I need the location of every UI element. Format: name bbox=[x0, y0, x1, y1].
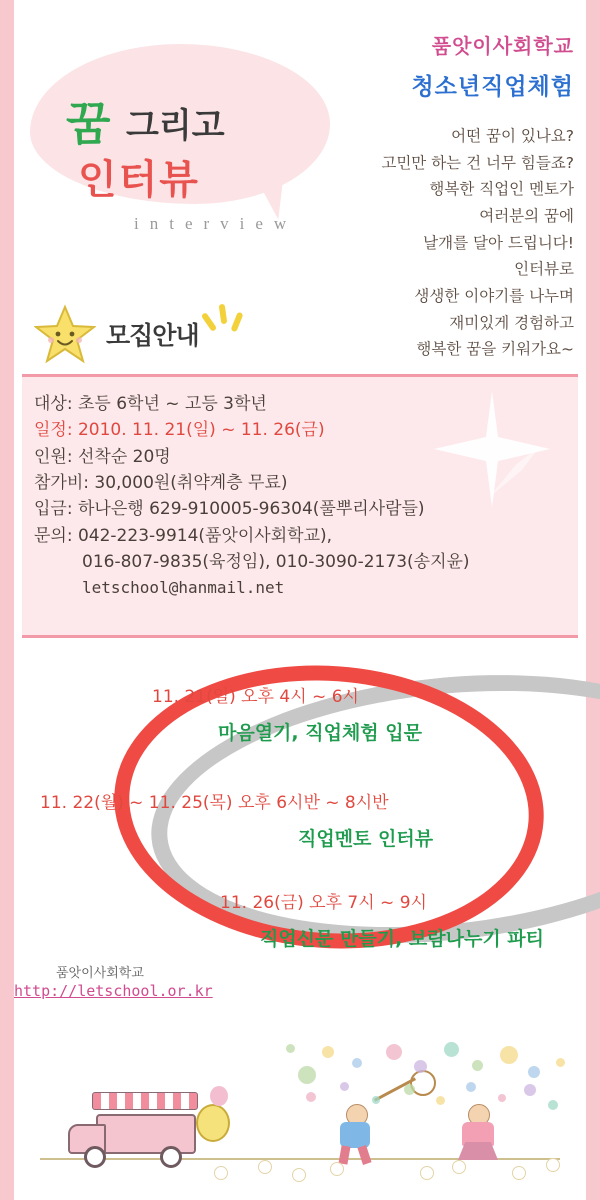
recruit-info-line-6: 문의: 042-223-9914(품앗이사회학교), bbox=[34, 525, 333, 546]
flower-icon bbox=[420, 1166, 434, 1180]
sparkle-icon bbox=[202, 300, 246, 340]
recruit-info-line-5: 입금: 하나은행 629-910005-96304(풀뿌리사람들) bbox=[34, 499, 425, 520]
flower-icon bbox=[330, 1162, 344, 1176]
header-copy-line-6: 인터뷰로 bbox=[514, 260, 574, 279]
schedule-time-3 bbox=[220, 888, 427, 913]
soap-bubble-icon bbox=[404, 1084, 415, 1095]
child-boy-leg-right-icon bbox=[357, 1145, 371, 1165]
soap-bubble-icon bbox=[500, 1046, 518, 1064]
schedule-title-2-text: 직업멘토 인터뷰 bbox=[298, 828, 434, 850]
flower-icon bbox=[214, 1166, 228, 1180]
schedule-title-2 bbox=[298, 824, 433, 851]
logo-word-kkum: 꿈 bbox=[66, 97, 110, 151]
flower-icon bbox=[512, 1166, 526, 1180]
food-truck-canopy-icon bbox=[92, 1092, 198, 1110]
flower-icon bbox=[452, 1160, 466, 1174]
header-copy-line-7: 생생한 이야기를 나누며 bbox=[414, 286, 574, 305]
header-copy-line-3: 행복한 직업인 멘토가 bbox=[429, 180, 574, 199]
header-copy-line-9: 행복한 꿈을 키워가요~ bbox=[416, 340, 574, 359]
header-copy bbox=[274, 123, 574, 363]
food-truck-wheel-rear-icon bbox=[160, 1146, 182, 1168]
recruit-info-line-2: 일정: 2010. 11. 21(일) ~ 11. 26(금) bbox=[34, 420, 325, 441]
soap-bubble-icon bbox=[340, 1082, 349, 1091]
soap-bubble-icon bbox=[322, 1046, 334, 1058]
right-pink-band bbox=[586, 0, 600, 1200]
schedule-title-1-text: 마음열기, 직업체험 입문 bbox=[218, 722, 422, 744]
recruit-info-line-1: 대상: 초등 6학년 ~ 고등 3학년 bbox=[34, 394, 267, 414]
recruit-info-line-7: 016-807-9835(육정임), 010-3090-2173(송지윤) bbox=[82, 552, 470, 573]
child-boy-leg-left-icon bbox=[339, 1145, 351, 1164]
star-icon bbox=[34, 304, 96, 364]
soap-bubble-icon bbox=[414, 1060, 427, 1073]
bottom-illustration bbox=[0, 1030, 600, 1200]
soap-bubble-icon bbox=[466, 1082, 476, 1092]
soap-bubble-icon bbox=[372, 1096, 380, 1104]
schedule-time-2 bbox=[40, 788, 389, 813]
soap-bubble-icon bbox=[444, 1042, 459, 1057]
food-truck-wheel-front-icon bbox=[84, 1146, 106, 1168]
header-copy-line-8: 재미있게 경험하고 bbox=[449, 313, 574, 332]
logo-word-geurigo: 그리고 bbox=[126, 106, 225, 146]
soap-bubble-icon bbox=[436, 1096, 445, 1105]
recruit-info-line-8: letschool@hanmail.net bbox=[82, 578, 285, 598]
schedule-block bbox=[22, 650, 578, 950]
flower-icon bbox=[292, 1168, 306, 1182]
schedule-time-1-text: 11. 21(일) 오후 4시 ~ 6시 bbox=[152, 687, 359, 707]
schedule-time-3-text: 11. 26(금) 오후 7시 ~ 9시 bbox=[220, 893, 427, 913]
recruit-info-line-3: 인원: 선착순 20명 bbox=[34, 446, 171, 467]
soap-bubble-icon bbox=[298, 1066, 316, 1084]
recruit-heading-block bbox=[34, 300, 314, 364]
logo-word-interview: 인터뷰 bbox=[78, 157, 200, 203]
soap-bubble-icon bbox=[498, 1094, 506, 1102]
footer-url-link[interactable]: http://letschool.or.kr bbox=[14, 982, 213, 1000]
schedule-title-3 bbox=[260, 924, 544, 951]
soap-bubble-icon bbox=[352, 1058, 362, 1068]
header-copy-line-1: 어떤 꿈이 있나요? bbox=[451, 127, 574, 145]
footer-organization: 품앗이사회학교 bbox=[56, 966, 144, 981]
recruit-info-lines bbox=[34, 391, 568, 602]
soap-bubble-icon bbox=[524, 1084, 536, 1096]
header-copy-line-5: 날개를 달아 드립니다! bbox=[423, 233, 574, 252]
recruit-heading-label: 모집안내 bbox=[106, 321, 199, 350]
soap-bubble-icon bbox=[472, 1060, 483, 1071]
program-title: 청소년직업체험 bbox=[411, 74, 574, 100]
organization-name: 품앗이사회학교 bbox=[431, 34, 574, 58]
balloon-pink-icon bbox=[210, 1086, 228, 1106]
soap-bubble-icon bbox=[306, 1092, 316, 1102]
flower-icon bbox=[546, 1158, 560, 1172]
logo-romanized: interview bbox=[134, 214, 298, 233]
food-truck-body-icon bbox=[96, 1114, 196, 1154]
soap-bubble-icon bbox=[528, 1066, 540, 1078]
schedule-title-1 bbox=[218, 718, 422, 745]
header-copy-line-4: 여러분의 꿈에 bbox=[479, 206, 574, 225]
recruit-info-line-4: 참가비: 30,000원(취약계층 무료) bbox=[34, 473, 288, 494]
flower-icon bbox=[258, 1160, 272, 1174]
soap-bubble-icon bbox=[548, 1100, 558, 1110]
left-pink-band bbox=[0, 0, 14, 1200]
soap-bubble-icon bbox=[286, 1044, 295, 1053]
schedule-time-2-text: 11. 22(월) ~ 11. 25(목) 오후 6시반 ~ 8시반 bbox=[40, 793, 389, 813]
soap-bubble-icon bbox=[386, 1044, 402, 1060]
header-copy-line-2: 고민만 하는 건 너무 힘들죠? bbox=[381, 153, 574, 172]
header-text-block bbox=[274, 30, 574, 363]
schedule-title-3-text: 직업신문 만들기, 보람나누기 파티 bbox=[260, 928, 545, 950]
schedule-time-1 bbox=[152, 682, 359, 707]
recruit-info-box bbox=[22, 374, 578, 638]
soap-bubble-icon bbox=[556, 1058, 565, 1067]
balloon-yellow-icon bbox=[196, 1104, 230, 1142]
